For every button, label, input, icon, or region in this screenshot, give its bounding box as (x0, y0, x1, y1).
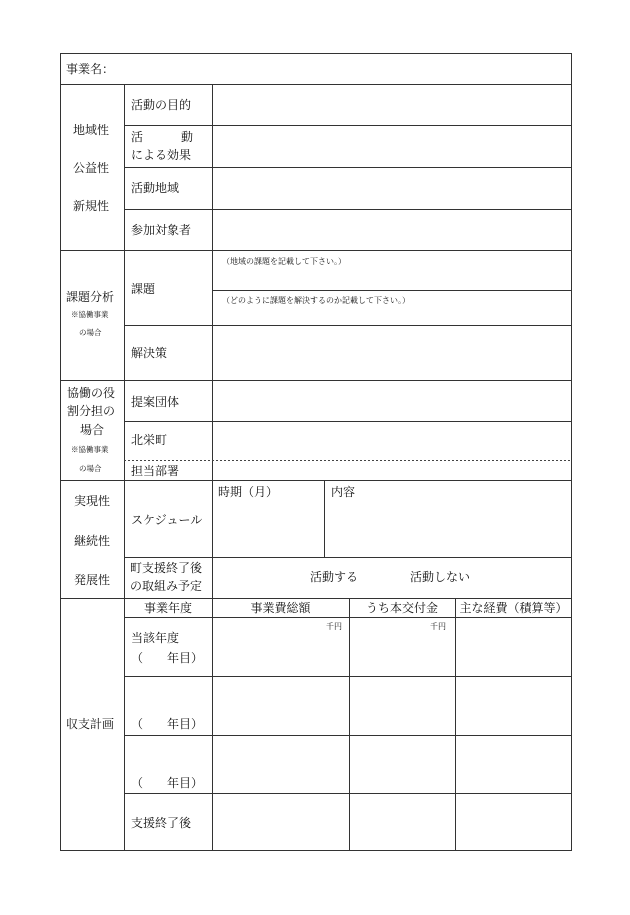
proposer-field[interactable] (214, 383, 570, 420)
budget-row2-main-field[interactable] (457, 678, 570, 734)
issue-field[interactable] (214, 268, 570, 288)
budget-row1-grant-field[interactable] (351, 632, 453, 675)
region-group-line3: 新規性 (73, 199, 110, 213)
period-field[interactable] (214, 502, 322, 556)
after-support-label-line2: の取組み予定 (130, 579, 203, 593)
effect-label-line2: による効果 (131, 148, 192, 162)
budget-row4-total-field[interactable] (214, 795, 347, 849)
issues-group-title: 課題分析 (66, 290, 115, 304)
solution-field[interactable] (214, 328, 570, 378)
budget-row1-label-line2: （ 年目） (131, 651, 204, 665)
roles-group-line2: 割分担の (67, 404, 116, 418)
town-field[interactable] (214, 424, 570, 459)
proposer-label: 提案団体 (131, 395, 180, 409)
effect-label-line1a: 活 (131, 130, 144, 144)
budget-row3-label: （ 年目） (131, 776, 204, 790)
option-continue-activity[interactable]: 活動する (310, 570, 359, 584)
area-field[interactable] (214, 170, 570, 208)
issue-label: 課題 (131, 282, 156, 296)
roles-group-note2: の場合 (79, 464, 102, 473)
budget-row1-label-line1: 当該年度 (131, 631, 180, 645)
period-header: 時期（月） (218, 485, 279, 499)
feasibility-group-line2: 継続性 (74, 534, 111, 548)
budget-row3-grant-field[interactable] (351, 737, 453, 792)
purpose-label: 活動の目的 (131, 98, 192, 112)
project-name-label: 事業名： (66, 62, 115, 76)
project-name-field[interactable] (140, 58, 560, 80)
option-stop-activity[interactable]: 活動しない (410, 570, 471, 584)
participants-label: 参加対象者 (131, 223, 192, 237)
participants-field[interactable] (214, 212, 570, 249)
roles-group-line3: 場合 (80, 423, 105, 437)
solution-label: 解決策 (131, 346, 168, 360)
department-field[interactable] (214, 462, 570, 479)
budget-row3-main-field[interactable] (457, 737, 570, 792)
budget-group-title: 収支計画 (66, 717, 115, 731)
region-group-line2: 公益性 (73, 161, 110, 175)
budget-row2-total-field[interactable] (214, 678, 347, 734)
area-label: 活動地域 (131, 181, 180, 195)
budget-row2-grant-field[interactable] (351, 678, 453, 734)
feasibility-group-line3: 発展性 (74, 573, 111, 587)
budget-row4-label: 支援終了後 (131, 816, 192, 830)
content-field[interactable] (327, 502, 570, 556)
roles-group-line1: 協働の役 (67, 386, 116, 400)
budget-row3-total-field[interactable] (214, 737, 347, 792)
issues-group-note2: の場合 (79, 328, 102, 337)
budget-row1-main-field[interactable] (457, 619, 570, 675)
budget-col-total: 事業費総額 (250, 601, 311, 615)
solution-hint: （どのように課題を解決するのか記載して下さい。） (222, 296, 410, 305)
department-label: 担当部署 (131, 464, 180, 478)
town-label: 北栄町 (131, 433, 168, 447)
budget-row2-label: （ 年目） (131, 717, 204, 731)
budget-col-main: 主な経費（積算等） (459, 601, 568, 615)
schedule-label: スケジュール (131, 513, 203, 527)
budget-row4-main-field[interactable] (457, 795, 570, 849)
budget-unit-grant: 千円 (430, 622, 446, 631)
effect-label-line1b: 動 (181, 130, 194, 144)
after-support-label-line1: 町支援終了後 (130, 561, 203, 575)
region-group-line1: 地域性 (73, 123, 110, 137)
budget-row4-grant-field[interactable] (351, 795, 453, 849)
purpose-field[interactable] (214, 87, 570, 124)
budget-unit-total: 千円 (326, 622, 342, 631)
content-header: 内容 (331, 485, 356, 499)
effect-field[interactable] (214, 128, 570, 166)
feasibility-group-line1: 実現性 (74, 494, 111, 508)
issues-group-note1: ※協働事業 (71, 310, 109, 319)
budget-col-year: 事業年度 (143, 601, 192, 615)
issue-hint: （地域の課題を記載して下さい。） (222, 257, 346, 266)
issue-solution-field[interactable] (214, 306, 570, 324)
budget-col-grant: うち本交付金 (365, 601, 438, 615)
budget-row1-total-field[interactable] (214, 632, 347, 675)
roles-group-note1: ※協働事業 (71, 445, 109, 454)
